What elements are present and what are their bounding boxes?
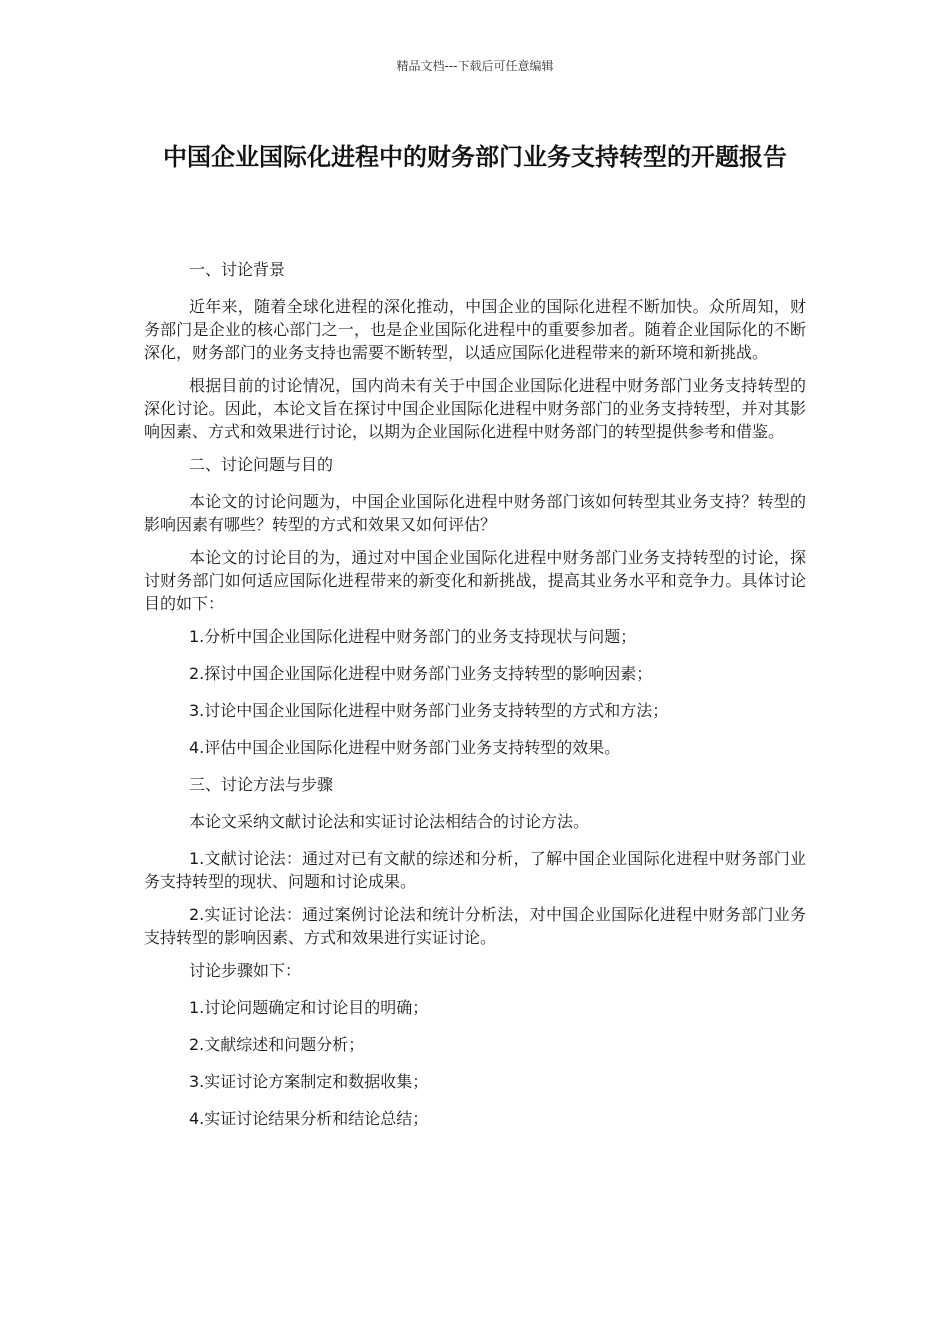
- list-item: 4.评估中国企业国际化进程中财务部门业务支持转型的效果。: [189, 738, 621, 757]
- list-item: 3.讨论中国企业国际化进程中财务部门业务支持转型的方式和方法；: [189, 701, 669, 720]
- list-item: 2.实证讨论法：通过案例讨论法和统计分析法，对中国企业国际化进程中财务部门业务支持转型的影响因素、方式和效果进行实证讨论。: [144, 905, 806, 947]
- paragraph: 近年来，随着全球化进程的深化推动，中国企业的国际化进程不断加快。众所周知，财务部门是企业的核心部门之一，也是企业国际化进程中的重要参加者。随着企业国际化的不断深化，财务部门的业务支持也需要不断转型，以适应国际化进程带来的新环境和新挑战。: [144, 297, 806, 362]
- section-heading-background: 一、讨论背景: [189, 260, 286, 279]
- paragraph: 讨论步骤如下：: [189, 961, 302, 980]
- list-item: 2.探讨中国企业国际化进程中财务部门业务支持转型的影响因素；: [189, 664, 653, 683]
- paragraph: 本论文采纳文献讨论法和实证讨论法相结合的讨论方法。: [189, 812, 590, 831]
- list-item: 4.实证讨论结果分析和结论总结；: [189, 1109, 429, 1128]
- paragraph: 本论文的讨论目的为，通过对中国企业国际化进程中财务部门业务支持转型的讨论，探讨财务部门如何适应国际化进程带来的新变化和新挑战，提高其业务水平和竞争力。具体讨论目的如下：: [144, 548, 806, 613]
- list-item: 3.实证讨论方案制定和数据收集；: [189, 1072, 429, 1091]
- section-heading-questions: 二、讨论问题与目的: [189, 455, 334, 474]
- list-item: 1.讨论问题确定和讨论目的明确；: [189, 998, 429, 1017]
- document-body: [144, 258, 806, 1144]
- section-heading-methods: 三、讨论方法与步骤: [189, 775, 334, 794]
- document-title: 中国企业国际化进程中的财务部门业务支持转型的开题报告: [163, 143, 787, 171]
- list-item: 1.文献讨论法：通过对已有文献的综述和分析，了解中国企业国际化进程中财务部门业务支持转型的现状、问题和讨论成果。: [144, 849, 806, 891]
- paragraph: 根据目前的讨论情况，国内尚未有关于中国企业国际化进程中财务部门业务支持转型的深化讨论。因此，本论文旨在探讨中国企业国际化进程中财务部门的业务支持转型，并对其影响因素、方式和效果进行讨论，以期为企业国际化进程中财务部门的转型提供参考和借鉴。: [144, 376, 806, 441]
- paragraph: 本论文的讨论问题为，中国企业国际化进程中财务部门该如何转型其业务支持？转型的影响因素有哪些？转型的方式和效果又如何评估？: [144, 492, 806, 534]
- header-note: 精品文档---下载后可任意编辑: [396, 59, 554, 73]
- list-item: 2.文献综述和问题分析；: [189, 1035, 365, 1054]
- list-item: 1.分析中国企业国际化进程中财务部门的业务支持现状与问题；: [189, 627, 637, 646]
